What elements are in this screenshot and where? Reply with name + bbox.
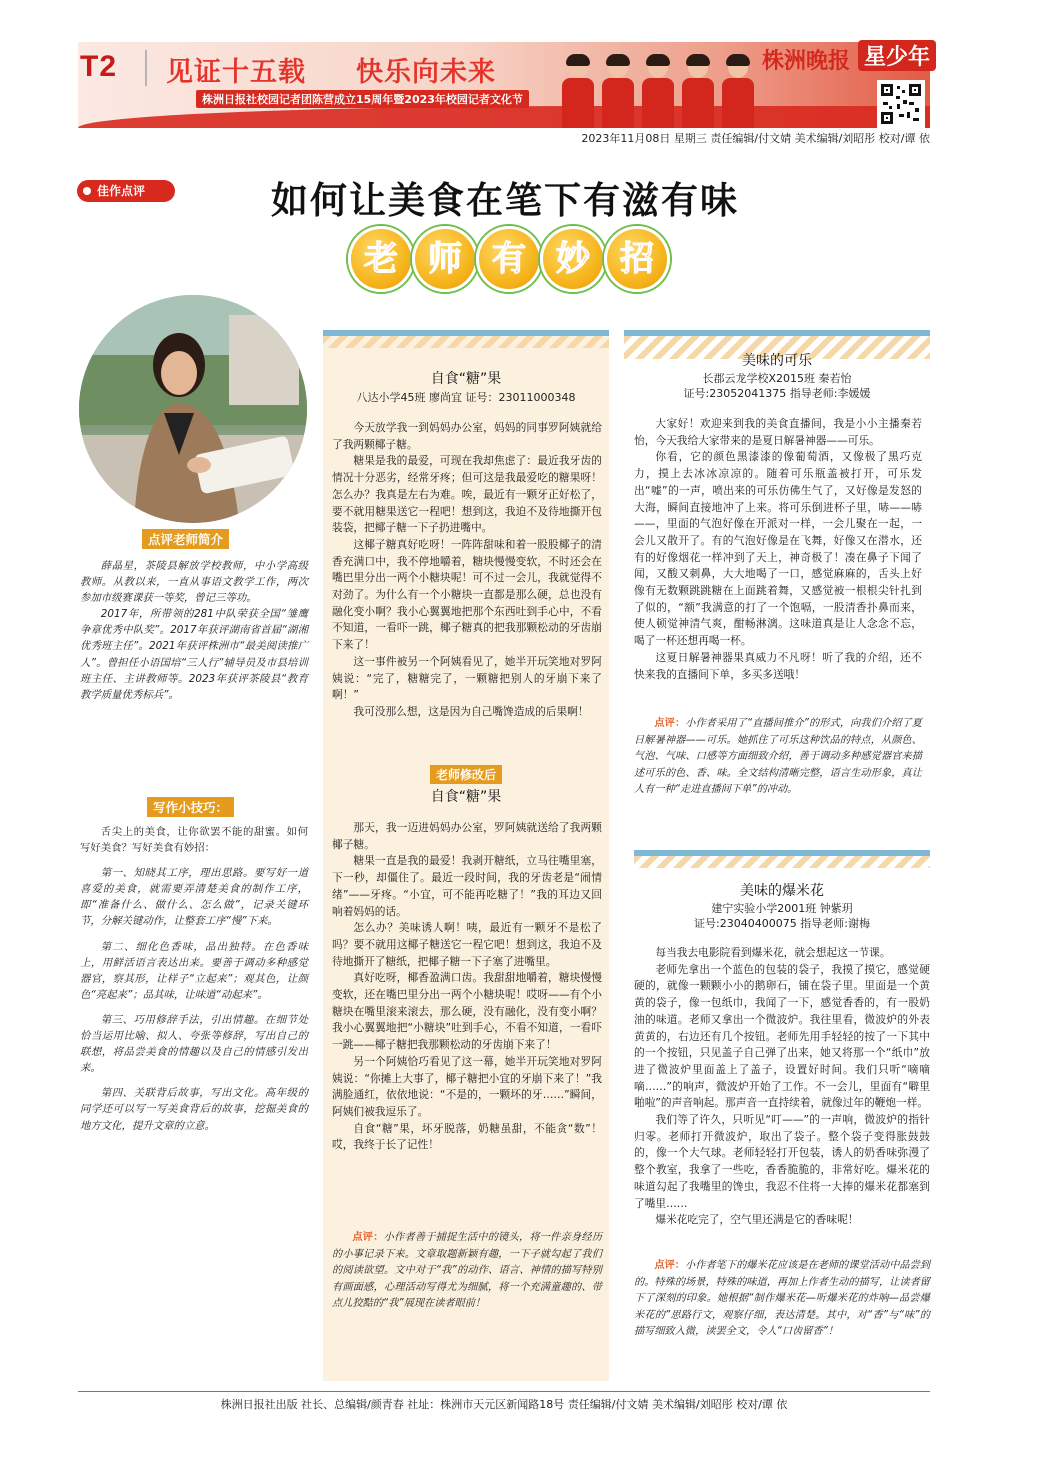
dateline: 2023年11月08日 星期三 责任编辑/付文婧 美术编辑/刘昭彤 校对/谭 依 <box>581 132 930 145</box>
comment-label: 点评： <box>352 1232 384 1243</box>
subhead-char: 招 <box>604 226 670 292</box>
reporter-child-figure <box>678 56 718 128</box>
reporter-child-figure <box>638 56 678 128</box>
slogan-part1: 见证十五载 <box>166 57 306 88</box>
comment-text: 小作者笔下的爆米花应该是在老师的课堂活动中品尝到的。特殊的场景，特殊的味道，再加上作者生动的描写，让读者留下了深刻的印象。她根据“制作爆米花—听爆米花的炸响—品尝爆米花的”思路行文，观察仔细，表达清楚。其中，对“香”与“味”的描写细致入微，读罢全文，令人“口齿留香”！ <box>634 1260 931 1338</box>
original-essay-body <box>332 420 602 721</box>
essay-paragraph: 这夏日解暑神器果真威力不凡呀！听了我的介绍，还不快来我的直播间下单，多买多送哦！ <box>634 650 922 681</box>
popcorn-comment <box>634 1258 930 1341</box>
teacher-intro-paragraph: 2017年，所带领的281中队荣获全国“雏鹰争章优秀中队奖”。2017年获评湖南省首届“湖湘优秀班主任”。2021年获评株洲市“最美阅读推广人”。曾担任小语国培“三人行”辅导员及市县培训班主任、主讲教师等。2023年获评茶陵县“教育教学质量优秀标兵”。 <box>80 608 308 701</box>
essay-paragraph: 你看，它的颜色黑漆漆的像葡萄酒，又像极了黑巧克力，摸上去冰冰凉凉的。随着可乐瓶盖被打开，可乐发出“嘘”的一声，喷出来的可乐仿佛生气了，又好像是发怒的大海，瞬间直接地冲了上来。将可乐倒进杯子里，哧——哧——，里面的气泡好像在开派对一样，一会儿聚在一起，一会儿又散开了。有的气泡好像是在飞舞，好像又在潜水，还有的好像烟花一样冲到了天上，神奇极了！凑在鼻子下闻了闻，又酸又刺鼻，大大地喝了一口，感觉麻麻的，舌头上好像有无数颗跳跳糖在上面跳着舞，又感觉被一根根尖针扎到了似的，“额”我满意的打了一个饱嗝，一股清香扑鼻而来，使人顿觉神清气爽，酣畅淋漓。这味道真是让人念念不忘，喝了一杯还想再喝一杯。 <box>634 450 922 648</box>
cola-essay-title: 美味的可乐 <box>742 353 812 369</box>
essay-paragraph: 今天放学我一到妈妈办公室，妈妈的同事罗阿姨就给了我两颗椰子糖。 <box>332 421 602 451</box>
essay-paragraph: 每当我去电影院看到爆米花，就会想起这一节课。 <box>655 946 891 959</box>
essay-paragraph: 爆米花吃完了，空气里还满是它的香味呢！ <box>655 1213 859 1227</box>
writing-tips-label: 写作小技巧： <box>147 797 234 817</box>
footer-divider <box>78 1391 930 1392</box>
popcorn-essay-header-rule <box>634 850 930 868</box>
essay-paragraph: 老师先拿出一个蓝色的包装的袋子，我摸了摸它，感觉硬硬的，就像一颗颗小小的鹅卵石，铺在袋子里。里面是一个黄黄的袋子，像一包纸巾，我闻了一下，感觉香香的，有一股奶油的味道。老师又拿出一个微波炉。我往里看，微波炉的外表黄黄的，右边还有几个按钮。老师先用手轻轻的按了一下其中的一个按钮，只见盖子自己弹了出来，她又将那一个“纸巾”放进了微波炉里面盖上了盖子，设置好时间。我们只听“嘀嘀嘀……”的响声，微波炉开始了工作。不一会儿，里面有“噼里啪啦”的声音响起。那声音一直持续着，就像过年的鞭炮一样。 <box>634 962 930 1110</box>
essay-paragraph: 真好吃呀，椰香盈满口齿。我甜甜地嚼着，糖块慢慢变软，还在嘴巴里分出一两个小糖块呢！哎呀——有个小糖块在嘴里滚来滚去，那么硬，没有融化，没有变小啊？我小心翼翼地把“小糖块”吐到手心，不看不知道，一看吓一跳——椰子糖把我那颗松动的牙齿崩下来了！ <box>332 971 602 1052</box>
section-tag <box>77 180 175 202</box>
comment-text: 小作者采用了“直播间推介”的形式，向我们介绍了夏日解暑神器——可乐。她抓住了可乐这种饮品的特点，从颜色、气泡、气味、口感等方面细致介绍，善于调动多种感觉器官来描述可乐的色、香、味。全文结构清晰完整，语言生动形象，真让人有一种“走进直播间下单”的冲动。 <box>634 718 922 796</box>
original-essay-byline: 八达小学45班 廖尚宜 证号：23011000348 <box>356 391 576 404</box>
reporter-child-figure <box>718 56 758 128</box>
comment-label: 点评： <box>654 718 686 729</box>
cola-essay-cert: 证号:23052041375 指导老师:李媛媛 <box>683 387 871 400</box>
writing-tip-item: 第四、关联背后故事，写出文化。高年级的同学还可以写一写美食背后的故事，挖掘美食的地方文化，提升文章的立意。 <box>80 1087 308 1132</box>
divider <box>145 50 147 86</box>
slogan-part2: 快乐向未来 <box>356 57 496 88</box>
teacher-portrait-photo <box>79 295 307 523</box>
page-title: 如何让美食在笔下有滋有味 <box>271 178 739 222</box>
cola-comment <box>634 716 922 799</box>
teacher-intro-paragraph: 薛晶星，茶陵县解放学校教师，中小学高级教师。从教以来，一直从事语文教学工作，两次参加市级赛课获一等奖，曾记三等功。 <box>80 560 308 605</box>
popcorn-essay-byline: 建宁实验小学2001班 钟紫玥 <box>711 902 853 915</box>
page-number: T2 <box>80 50 118 83</box>
writing-tip-item: 第二、细化色香味，品出独特。在色香味上，用鲜活语言表达出来。要善于调动多种感觉器官，察其形，让样子“立起来”；观其色，让颜色“亮起来”；品其味，让味道“动起来”。 <box>80 940 308 1001</box>
revised-essay-body <box>332 820 602 1154</box>
essay-paragraph: 自食“糖”果，坏牙脱落，奶糖虽甜，不能贪“数”！哎，我终于长了记性！ <box>332 1121 602 1152</box>
essay-paragraph: 糖果一直是我的最爱！我剥开糖纸，立马往嘴里塞，下一秒，却僵住了。最近一段时间，我的牙齿老是“闹情绪”——牙疼。“小宜，可不能再吃糖了！”我的耳边又回响着妈妈的话。 <box>332 854 602 918</box>
essay-paragraph: 我们等了许久，只听见“叮——”的一声响，微波炉的指针归零。老师打开微波炉，取出了袋子。整个袋子变得胀鼓鼓的，像一个大气球。老师轻轻打开包装，诱人的奶香味弥漫了整个教室，我拿了一些吃，香香脆脆的，非常好吃。爆米花的味道勾起了我嘴里的馋虫，我忍不住将一大捧的爆米花都塞到了嘴里…… <box>634 1113 930 1210</box>
qr-code-icon <box>877 80 925 128</box>
teacher-intro <box>80 558 308 703</box>
teacher-intro-label: 点评老师简介 <box>142 529 229 549</box>
newspaper-brand: 株洲晚报 <box>762 48 851 74</box>
popcorn-essay-title: 美味的爆米花 <box>740 883 824 899</box>
writing-tip-item: 第一、知晓其工序，理出思路。要写好一道喜爱的美食，就需要弄清楚美食的制作工序，即“准备什么、做什么、怎么做”，记录关键环节，分解关键动作，让整套工序“慢”下来。 <box>80 867 308 928</box>
comment-label: 点评： <box>654 1260 686 1271</box>
original-essay-title: 自食“糖”果 <box>430 371 502 387</box>
popcorn-essay-body <box>634 945 930 1229</box>
footer-credits: 株洲日报社出版 社长、总编辑/颜青春 社址：株洲市天元区新闻路18号 责任编辑/付文婧 美术编辑/刘昭彤 校对/谭 依 <box>220 1398 788 1411</box>
essay-paragraph: 我可没那么想，这是因为自己嘴馋造成的后果啊！ <box>353 704 589 718</box>
essay-paragraph: 这一事件被另一个阿姨看见了，她半开玩笑地对罗阿姨说：“完了，糖糖完了，一颗糖把别人的牙崩下来了啊！” <box>332 654 602 702</box>
revised-comment <box>332 1230 602 1313</box>
essay-paragraph: 怎么办？美味诱人啊！咦，最近有一颗牙不是松了吗？要不就用这椰子糖送它一程它吧！想到这，我迫不及待地撕开了糖纸，把椰子糖一下子塞了进嘴里。 <box>332 921 602 968</box>
brand-badge: 星少年 <box>858 40 936 71</box>
popcorn-essay-cert: 证号:23040400075 指导老师:谢梅 <box>694 917 870 930</box>
essay-paragraph: 大家好！欢迎来到我的美食直播间，我是小小主播秦若怡，今天我给大家带来的是夏日解暑神器——可乐。 <box>634 417 922 447</box>
essay-paragraph: 另一个阿姨恰巧看见了这一幕，她半开玩笑地对罗阿姨说：“你摊上大事了，椰子糖把小宜的牙崩下来了！”我满脸通红，依依地说：“不是的，一颗坏的牙……”瞬间，阿姨们被我逗乐了。 <box>332 1054 602 1118</box>
bullet-dot-icon <box>83 187 91 195</box>
section-tag-label: 佳作点评 <box>97 184 146 198</box>
subhead-char: 师 <box>412 226 478 292</box>
writing-tips-intro: 舌尖上的美食，让你欲罢不能的甜蜜。如何写好美食？写好美食有妙招： <box>80 826 308 855</box>
subhead-char: 老 <box>348 226 414 292</box>
revised-label: 老师修改后 <box>430 765 502 784</box>
essay-paragraph: 糖果是我的最爱，可现在我却焦虑了：最近我牙齿的情况十分恶劣，经常牙疼；但可这是我最爱吃的糖果呀！怎么办？我真是左右为难。唉，最近有一颗牙正好松了，要不就用糖果送它一程吧！想到这，我迫不及待地撕开包装袋，把椰子糖一下子扔进嘴中。 <box>332 454 602 535</box>
comment-text: 小作者善于捕捉生活中的镜头，将一件亲身经历的小事记录下来。文章取题新颖有趣，一下子就勾起了我们的阅读欲望。文中对于“我”的动作、语言、神情的描写特别有画面感，心理活动写得尤为细腻，将一个充满童趣的、带点儿狡黠的“我”展现在读者眼前！ <box>332 1232 603 1310</box>
revised-essay-title: 自食“糖”果 <box>430 789 502 805</box>
banner-subtitle: 株洲日报社校园记者团陈营成立15周年暨2023年校园记者文化节 <box>196 90 529 108</box>
reporter-child-figure <box>558 56 598 128</box>
essay-paragraph: 这椰子糖真好吃呀！一阵阵甜味和着一股股椰子的清香充满口中，我不停地嚼着，糖块慢慢变软，不时还会在嘴巴里分出一两个小糖块呢！可不过一会儿，我就觉得不对劲了。为什么有一个小糖块一直都是那么硬，总也没有融化变小啊？我小心翼翼地把那个东西吐到手心中，不看不知道，一看吓一跳，椰子糖真的把我那颗松动的牙齿崩下来了！ <box>332 537 602 652</box>
subhead-char: 妙 <box>540 226 606 292</box>
subheadline <box>348 226 668 296</box>
cola-essay-byline: 长郡云龙学校X2015班 秦若怡 <box>702 372 852 385</box>
subhead-char: 有 <box>476 226 542 292</box>
writing-tip-item: 第三、巧用修辞手法，引出情趣。在细节处恰当运用比喻、拟人、夸张等修辞，写出自己的联想，将品尝美食的情趣以及自己的情感引发出来。 <box>80 1013 308 1075</box>
writing-tips <box>80 824 308 1143</box>
cola-essay-body <box>634 416 922 683</box>
reporter-child-figure <box>598 56 638 128</box>
essay-paragraph: 那天，我一迈进妈妈办公室，罗阿姨就送给了我两颗椰子糖。 <box>332 821 602 851</box>
